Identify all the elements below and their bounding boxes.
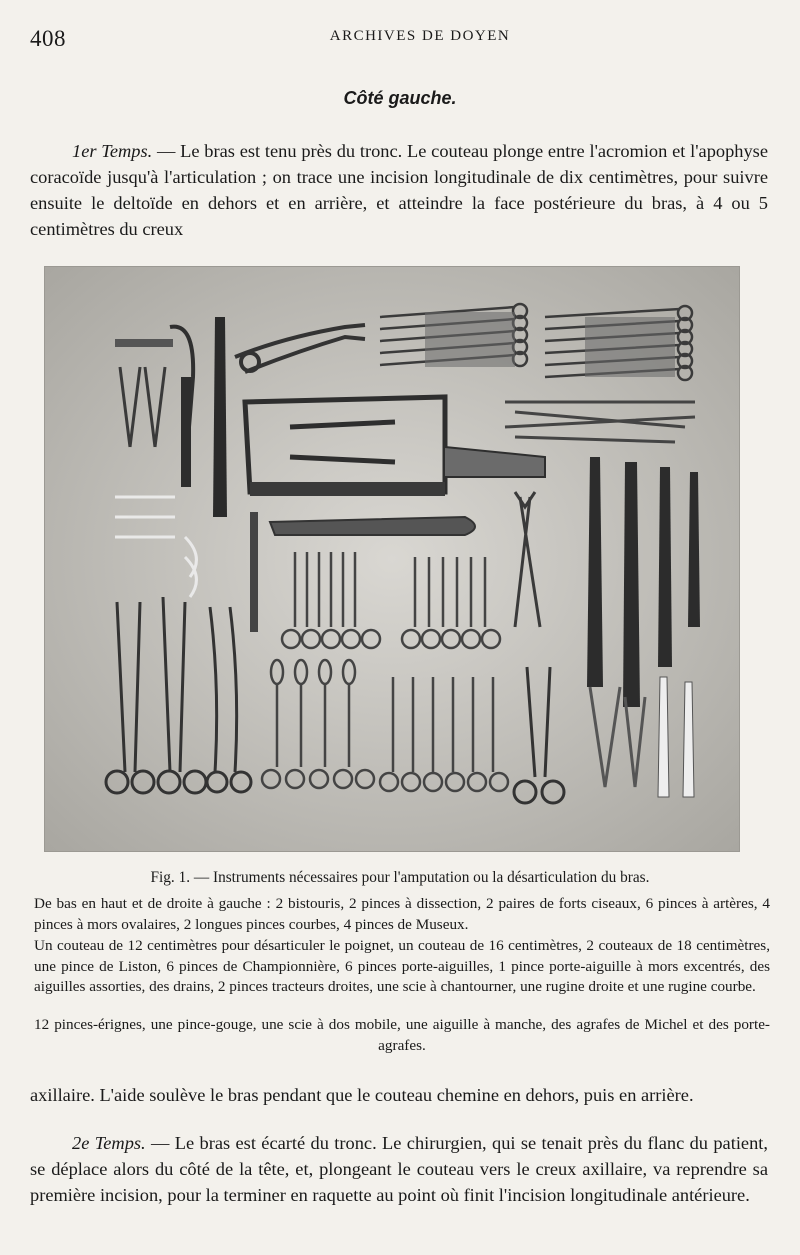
figure-legend-line-2: Un couteau de 12 centimètres pour désarticuler le poignet, un couteau de 16 centimètres, 2 couteaux de 18 centimètres, une pince de Liston, 6 pinces de Championnière, 6 pinces porte-aiguilles, 1 pince porte-aiguille à mors excentrés, des aiguilles assorties, des drains, 2 pinces tracteurs droites, une scie à chantourner, une rugine droite et une rugine courbe. [34, 937, 770, 995]
step-label: 2e Temps. [72, 1133, 146, 1153]
figure-caption: Fig. 1. — Instruments nécessaires pour l'amputation ou la désarticulation du bras. [150, 869, 650, 886]
paragraph-first-step [30, 138, 768, 242]
running-head: ARCHIVES DE DOYEN [329, 28, 511, 44]
long-knife [213, 317, 227, 517]
section-title: Côté gauche. [343, 88, 457, 108]
figure-legend-line-1: De bas en haut et de droite à gauche : 2 bistouris, 2 pinces à dissection, 2 paires de forts ciseaux, 6 pinces à artères, 4 pinces à mors ovalaires, 2 longues pinces courbes, 4 pinces de Museux. [34, 895, 770, 933]
page-number: 408 [30, 26, 66, 51]
figure-legend-line-3: 12 pinces-érignes, une pince-gouge, une scie à dos mobile, une aiguille à manche, des agrafes de Michel et des porte-agrafes. [34, 1016, 770, 1054]
paragraph-continuation: axillaire. L'aide soulève le bras pendant que le couteau chemine en dehors, puis en arrière. [30, 1085, 694, 1105]
surgical-instruments-photograph [44, 266, 740, 852]
paragraph-text: — Le bras est tenu près du tronc. Le couteau plonge entre l'acromion et l'apophyse coracoïde jusqu'à l'articulation ; on trace une incision longitudinale de dix centimètres, pour suivre ensuite le deltoïde en dehors et en arrière, et atteindre la face postérieure du bras, à 4 ou 5 centimètres du creux [30, 141, 769, 239]
paragraph-second-step [30, 1130, 768, 1208]
page-header [30, 22, 770, 56]
paragraph-text: — Le bras est écarté du tronc. Le chirurgien, qui se tenait près du flanc du patient, se déplace alors du côté de la tête, et, plongeant le couteau vers le creux axillaire, va reprendre sa première incision, pour la terminer en raquette au point où finit l'incision longitudinale antérieure. [30, 1133, 768, 1205]
step-label: 1er Temps. [72, 141, 153, 161]
